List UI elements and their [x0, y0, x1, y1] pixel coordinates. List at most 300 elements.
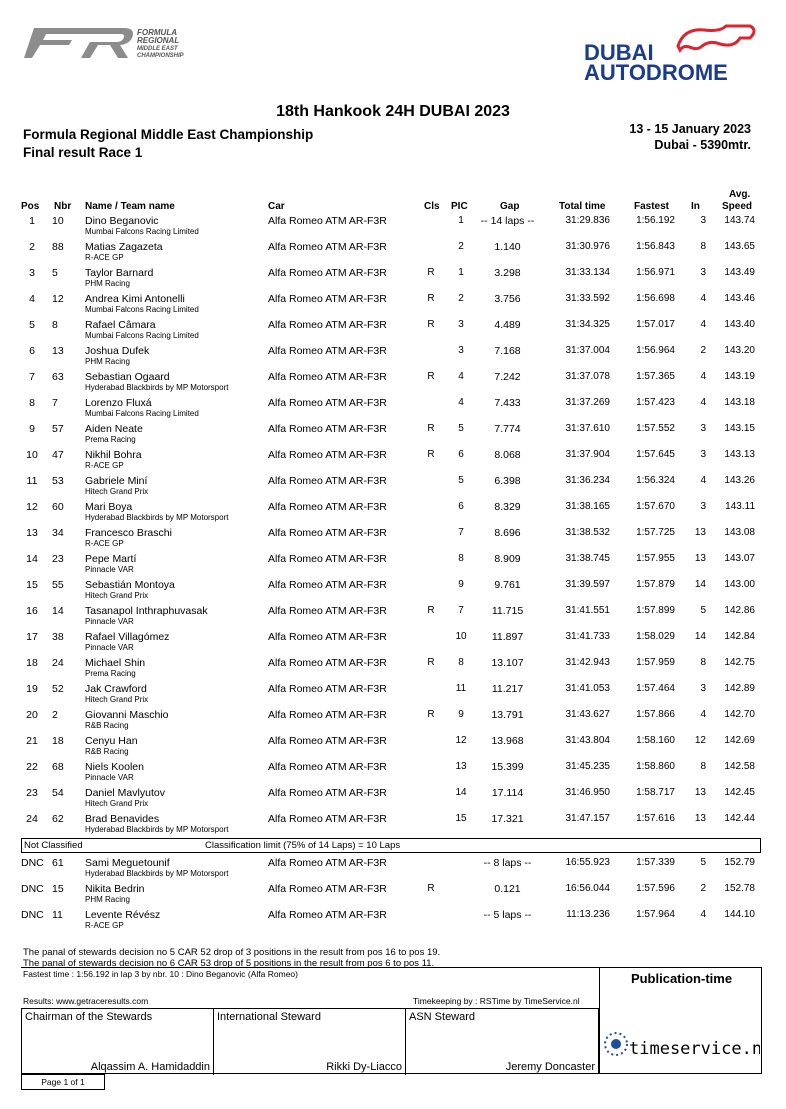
cell-nbr: 18 [52, 735, 64, 747]
cell-car: Alfa Romeo ATM AR-F3R [268, 709, 387, 721]
cell-team: Mumbai Falcons Racing Limited [85, 227, 199, 236]
col-total-time: Total time [559, 201, 606, 212]
cell-gap: 8.909 [494, 553, 521, 565]
cell-car: Alfa Romeo ATM AR-F3R [268, 605, 387, 617]
cell-name: Sebastián Montoya [85, 579, 175, 591]
cell-speed: 142.89 [724, 683, 755, 694]
cell-name: Sami Meguetounif [85, 857, 170, 869]
col-in: In [691, 201, 700, 212]
cell-team: Hyderabad Blackbirds by MP Motorsport [85, 825, 229, 834]
event-title: 18th Hankook 24H DUBAI 2023 [276, 103, 510, 120]
table-row [0, 241, 786, 267]
fastest-lap-note: Fastest time : 1:56.192 in lap 3 by nbr. 10 : Dino Beganovic (Alfa Romeo) [23, 969, 298, 979]
cell-name: Aiden Neate [85, 423, 143, 435]
cell-car: Alfa Romeo ATM AR-F3R [268, 293, 387, 305]
cell-total: 31:37.904 [565, 449, 610, 460]
publication-box [599, 967, 762, 1074]
cell-pos: 1 [29, 215, 35, 227]
cell-fastest: 1:58.717 [636, 787, 675, 798]
cell-team: Hyderabad Blackbirds by MP Motorsport [85, 513, 229, 522]
cell-gap: 8.329 [494, 501, 521, 513]
cell-name: Nikhil Bohra [85, 449, 142, 461]
cell-pos: 21 [26, 735, 38, 747]
cell-pos: 19 [26, 683, 38, 695]
cell-team: Mumbai Falcons Racing Limited [85, 409, 199, 418]
cell-pic: 4 [458, 397, 464, 408]
cell-nbr: 14 [52, 605, 64, 617]
cell-total: 31:41.551 [565, 605, 610, 616]
cell-car: Alfa Romeo ATM AR-F3R [268, 371, 387, 383]
cell-name: Giovanni Maschio [85, 709, 169, 721]
international-steward-name: Rikki Dy-Liacco [326, 1061, 402, 1073]
cell-pic: 7 [458, 605, 464, 616]
cell-speed: 142.75 [724, 657, 755, 668]
cell-in: 4 [700, 293, 706, 304]
cell-car: Alfa Romeo ATM AR-F3R [268, 449, 387, 461]
cell-in: 5 [700, 605, 706, 616]
cell-in: 3 [700, 215, 706, 226]
cell-cls: R [427, 883, 435, 894]
cell-pos: 14 [26, 553, 38, 565]
cell-pic: 13 [455, 761, 467, 772]
table-row [0, 909, 786, 935]
cell-name: Rafael Villagómez [85, 631, 170, 643]
cell-fastest: 1:56.324 [636, 475, 675, 486]
cell-pos: 6 [29, 345, 35, 357]
cell-speed: 142.84 [724, 631, 755, 642]
stewards-note-1: The panal of stewards decision no 5 CAR 52 drop of 3 positions in the result from pos 16 to pos 19. [23, 947, 441, 958]
cell-total: 31:36.234 [565, 475, 610, 486]
timekeeping-credit: Timekeeping by : RSTime by TimeService.nl [413, 996, 580, 1006]
col-car: Car [268, 201, 285, 212]
cell-nbr: 12 [52, 293, 64, 305]
cell-pos: DNC [21, 883, 44, 895]
cell-car: Alfa Romeo ATM AR-F3R [268, 787, 387, 799]
cell-total: 11:13.236 [566, 909, 610, 920]
cell-total: 31:30.976 [565, 241, 610, 252]
cell-gap: 3.756 [494, 293, 521, 305]
cell-fastest: 1:57.955 [636, 553, 675, 564]
cell-pic: 9 [458, 709, 464, 720]
not-classified-label: Not Classified [24, 840, 83, 851]
cell-pic: 8 [458, 553, 464, 564]
cell-pos: 9 [29, 423, 35, 435]
cell-team: PHM Racing [85, 357, 130, 366]
col-name: Name / Team name [85, 201, 175, 212]
fr-logo-text-1: FORMULA [137, 28, 177, 37]
cell-nbr: 7 [52, 397, 58, 409]
cell-total: 31:39.597 [565, 579, 610, 590]
cell-cls: R [427, 293, 435, 304]
cell-nbr: 23 [52, 553, 64, 565]
table-row [0, 215, 786, 241]
event-dates: 13 - 15 January 2023 [629, 122, 751, 136]
cell-name: Pepe Martí [85, 553, 137, 565]
cell-name: Cenyu Han [85, 735, 138, 747]
not-classified-bar [21, 838, 761, 853]
cell-car: Alfa Romeo ATM AR-F3R [268, 527, 387, 539]
cell-team: Hyderabad Blackbirds by MP Motorsport [85, 383, 229, 392]
table-row [0, 501, 786, 527]
cell-pos: 4 [29, 293, 35, 305]
table-row [0, 683, 786, 709]
cell-total: 31:45.235 [565, 761, 610, 772]
cell-pos: 20 [26, 709, 38, 721]
cell-gap: 11.217 [491, 683, 524, 695]
cell-pic: 2 [458, 293, 464, 304]
cell-pic: 5 [458, 423, 464, 434]
table-row [0, 527, 786, 553]
cell-team: R&B Racing [85, 747, 129, 756]
signature-cell-international [214, 1009, 406, 1075]
col-pic: PIC [451, 201, 468, 212]
cell-fastest: 1:58.160 [636, 735, 675, 746]
cell-gap: 8.068 [494, 449, 521, 461]
cell-total: 31:43.627 [565, 709, 610, 720]
cell-nbr: 88 [52, 241, 64, 253]
table-row [0, 371, 786, 397]
cell-pic: 3 [458, 345, 464, 356]
cell-gap: 17.321 [491, 813, 524, 825]
cell-nbr: 11 [52, 909, 63, 921]
cell-fastest: 1:57.423 [636, 397, 675, 408]
cell-team: Pinnacle VAR [85, 643, 134, 652]
cell-car: Alfa Romeo ATM AR-F3R [268, 735, 387, 747]
asn-steward-role: ASN Steward [409, 1011, 476, 1023]
cell-speed: 143.11 [725, 501, 755, 512]
cell-gap: 17.114 [491, 787, 524, 799]
cell-in: 13 [694, 787, 706, 798]
cell-name: Lorenzo Fluxá [85, 397, 152, 409]
table-row [0, 345, 786, 371]
cell-name: Michael Shin [85, 657, 146, 669]
cell-pos: 2 [29, 241, 35, 253]
table-row [0, 319, 786, 345]
table-row [0, 553, 786, 579]
cell-nbr: 5 [52, 267, 58, 279]
cell-pos: 23 [26, 787, 38, 799]
cell-speed: 142.70 [724, 709, 755, 720]
table-row [0, 397, 786, 423]
cell-fastest: 1:57.596 [636, 883, 675, 894]
cell-in: 2 [700, 345, 706, 356]
cell-team: R-ACE GP [85, 461, 124, 470]
cell-nbr: 54 [52, 787, 64, 799]
cell-pos: 10 [26, 449, 38, 461]
fr-logo-text-4: CHAMPIONSHIP [137, 53, 184, 59]
international-steward-role: International Steward [217, 1011, 321, 1023]
cell-fastest: 1:56.192 [636, 215, 675, 226]
fr-logo-text-3: MIDDLE EAST [137, 46, 178, 52]
cell-gap: 7.242 [494, 371, 521, 383]
cell-total: 31:46.950 [565, 787, 610, 798]
table-row [0, 735, 786, 761]
cell-cls: R [427, 371, 435, 382]
cell-gap: 7.774 [494, 423, 521, 435]
cell-pic: 1 [458, 267, 464, 278]
cell-gap: 6.398 [494, 475, 521, 487]
cell-total: 31:43.804 [565, 735, 610, 746]
cell-gap: 13.791 [491, 709, 524, 721]
cell-cls: R [427, 657, 435, 668]
cell-gap: 3.298 [494, 267, 521, 279]
cell-car: Alfa Romeo ATM AR-F3R [268, 397, 387, 409]
table-row [0, 857, 786, 883]
col-pos: Pos [21, 201, 40, 212]
cell-car: Alfa Romeo ATM AR-F3R [268, 657, 387, 669]
cell-name: Daniel Mavlyutov [85, 787, 165, 799]
cell-pic: 1 [458, 215, 464, 226]
cell-pos: 15 [26, 579, 38, 591]
cell-speed: 152.79 [724, 857, 755, 868]
cell-name: Brad Benavides [85, 813, 160, 825]
timeservice-logo-text: timeservice.nl [629, 1039, 760, 1059]
cell-total: 31:38.745 [565, 553, 610, 564]
cell-speed: 143.40 [724, 319, 755, 330]
cell-fastest: 1:58.029 [636, 631, 675, 642]
cell-pos: DNC [21, 909, 44, 921]
stewards-signature-box [21, 1008, 599, 1074]
cell-pos: 5 [29, 319, 35, 331]
dubai-logo-line2: AUTODROME [584, 60, 728, 84]
cell-speed: 143.65 [724, 241, 755, 252]
cell-in: 8 [700, 657, 706, 668]
cell-name: Nikita Bedrin [85, 883, 145, 895]
results-url: Results: www.getraceresults.com [23, 996, 149, 1006]
cell-fastest: 1:57.670 [636, 501, 675, 512]
cell-cls: R [427, 449, 435, 460]
fr-logo-text-2: REGIONAL [137, 36, 180, 45]
cell-fastest: 1:56.698 [636, 293, 675, 304]
cell-pic: 8 [458, 657, 464, 668]
cell-pic: 3 [458, 319, 464, 330]
table-row [0, 761, 786, 787]
cell-team: Hyderabad Blackbirds by MP Motorsport [85, 869, 229, 878]
cell-car: Alfa Romeo ATM AR-F3R [268, 423, 387, 435]
cell-in: 4 [700, 475, 706, 486]
result-subtitle: Final result Race 1 [23, 145, 143, 160]
cell-fastest: 1:57.645 [636, 449, 675, 460]
cell-nbr: 47 [52, 449, 64, 461]
cell-total: 16:56.044 [565, 883, 610, 894]
cell-team: Hitech Grand Prix [85, 591, 149, 600]
cell-speed: 143.20 [724, 345, 755, 356]
event-venue: Dubai - 5390mtr. [654, 138, 751, 152]
cell-gap: -- 8 laps -- [483, 857, 532, 869]
page-number: Page 1 of 1 [21, 1074, 105, 1090]
cell-pos: 17 [26, 631, 38, 643]
cell-fastest: 1:57.464 [636, 683, 675, 694]
cell-nbr: 34 [52, 527, 64, 539]
cell-speed: 143.26 [724, 475, 755, 486]
cell-nbr: 38 [52, 631, 64, 643]
col-speed: Speed [722, 201, 753, 212]
cell-in: 4 [700, 709, 706, 720]
cell-gap: 4.489 [494, 319, 521, 331]
cell-in: 3 [700, 501, 706, 512]
championship-title: Formula Regional Middle East Championship [23, 127, 314, 142]
col-gap: Gap [500, 201, 520, 212]
cell-gap: -- 14 laps -- [480, 215, 535, 227]
cell-team: Mumbai Falcons Racing Limited [85, 305, 199, 314]
dubai-logo-line1: DUBAI [584, 40, 654, 65]
cell-speed: 144.10 [724, 909, 755, 920]
cell-in: 5 [700, 857, 706, 868]
cell-car: Alfa Romeo ATM AR-F3R [268, 883, 387, 895]
cell-nbr: 10 [52, 215, 64, 227]
cell-gap: 11.897 [491, 631, 524, 643]
cell-team: R-ACE GP [85, 921, 124, 930]
cell-car: Alfa Romeo ATM AR-F3R [268, 501, 387, 513]
cell-pic: 11 [455, 683, 467, 694]
cell-car: Alfa Romeo ATM AR-F3R [268, 761, 387, 773]
cell-name: Rafael Câmara [85, 319, 156, 331]
cell-fastest: 1:57.725 [636, 527, 675, 538]
cell-speed: 142.86 [724, 605, 755, 616]
cell-pic: 5 [458, 475, 464, 486]
cell-team: Pinnacle VAR [85, 565, 134, 574]
cell-fastest: 1:58.860 [636, 761, 675, 772]
cell-team: Pinnacle VAR [85, 617, 134, 626]
signature-cell-asn [406, 1009, 598, 1075]
cell-in: 3 [700, 683, 706, 694]
cell-car: Alfa Romeo ATM AR-F3R [268, 553, 387, 565]
cell-name: Niels Koolen [85, 761, 144, 773]
cell-name: Tasanapol Inthraphuvasak [85, 605, 208, 617]
cell-pic: 2 [458, 241, 464, 252]
cell-team: Prema Racing [85, 669, 136, 678]
cell-name: Gabriele Miní [85, 475, 148, 487]
cell-in: 13 [694, 813, 706, 824]
cell-total: 31:29.836 [565, 215, 610, 226]
cell-fastest: 1:57.339 [636, 857, 675, 868]
cell-gap: -- 5 laps -- [483, 909, 532, 921]
cell-pos: 3 [29, 267, 35, 279]
cell-total: 31:37.004 [565, 345, 610, 356]
cell-cls: R [427, 319, 435, 330]
cell-name: Joshua Dufek [85, 345, 150, 357]
cell-total: 31:42.943 [565, 657, 610, 668]
table-row [0, 449, 786, 475]
cell-in: 14 [694, 579, 706, 590]
cell-nbr: 53 [52, 475, 64, 487]
cell-in: 4 [700, 319, 706, 330]
col-fastest: Fastest [634, 201, 670, 212]
col-avg: Avg. [729, 189, 751, 200]
cell-car: Alfa Romeo ATM AR-F3R [268, 475, 387, 487]
cell-speed: 143.74 [724, 215, 755, 226]
table-row [0, 605, 786, 631]
cell-pos: DNC [21, 857, 44, 869]
cell-pic: 9 [458, 579, 464, 590]
cell-pic: 12 [455, 735, 467, 746]
cell-car: Alfa Romeo ATM AR-F3R [268, 345, 387, 357]
cell-total: 16:55.923 [565, 857, 610, 868]
table-row [0, 813, 786, 839]
cell-gap: 11.715 [491, 605, 524, 617]
cell-team: Hitech Grand Prix [85, 487, 149, 496]
classification-limit: Classification limit (75% of 14 Laps) = 10 Laps [205, 840, 401, 851]
cell-gap: 7.168 [494, 345, 521, 357]
cell-pos: 16 [26, 605, 38, 617]
cell-pic: 10 [455, 631, 467, 642]
cell-total: 31:38.165 [565, 501, 610, 512]
cell-team: Mumbai Falcons Racing Limited [85, 331, 199, 340]
cell-nbr: 8 [52, 319, 58, 331]
cell-total: 31:34.325 [565, 319, 610, 330]
cell-pos: 8 [29, 397, 35, 409]
cell-team: Hitech Grand Prix [85, 695, 149, 704]
cell-in: 14 [694, 631, 706, 642]
cell-cls: R [427, 605, 435, 616]
cell-car: Alfa Romeo ATM AR-F3R [268, 909, 387, 921]
publication-time-label: Publication-time [630, 971, 733, 986]
cell-in: 3 [700, 449, 706, 460]
cell-team: R-ACE GP [85, 539, 124, 548]
cell-nbr: 52 [52, 683, 64, 695]
cell-name: Francesco Braschi [85, 527, 172, 539]
cell-nbr: 68 [52, 761, 64, 773]
cell-in: 2 [700, 883, 706, 894]
table-row [0, 883, 786, 909]
cell-car: Alfa Romeo ATM AR-F3R [268, 267, 387, 279]
cell-total: 31:33.592 [565, 293, 610, 304]
cell-in: 4 [700, 371, 706, 382]
cell-speed: 143.15 [724, 423, 755, 434]
cell-pos: 18 [26, 657, 38, 669]
stewards-note-2: The panal of stewards decision no 6 CAR 53 drop of 5 positions in the result from pos 6 to pos 11. [23, 958, 435, 969]
cell-nbr: 2 [52, 709, 58, 721]
cell-nbr: 61 [52, 857, 64, 869]
cell-speed: 143.13 [724, 449, 755, 460]
cell-in: 3 [700, 267, 706, 278]
cell-nbr: 63 [52, 371, 64, 383]
cell-speed: 143.08 [724, 527, 755, 538]
cell-in: 4 [700, 909, 706, 920]
cell-speed: 143.18 [724, 397, 755, 408]
cell-in: 3 [700, 423, 706, 434]
cell-team: R-ACE GP [85, 253, 124, 262]
table-row [0, 631, 786, 657]
cell-car: Alfa Romeo ATM AR-F3R [268, 241, 387, 253]
cell-nbr: 55 [52, 579, 64, 591]
timeservice-logo [602, 1026, 760, 1066]
cell-total: 31:37.610 [565, 423, 610, 434]
cell-gap: 7.433 [494, 397, 521, 409]
cell-name: Dino Beganovic [85, 215, 159, 227]
cell-car: Alfa Romeo ATM AR-F3R [268, 579, 387, 591]
cell-car: Alfa Romeo ATM AR-F3R [268, 857, 387, 869]
table-row [0, 579, 786, 605]
cell-fastest: 1:57.964 [636, 909, 675, 920]
cell-gap: 9.761 [494, 579, 521, 591]
table-row [0, 293, 786, 319]
cell-fastest: 1:56.843 [636, 241, 675, 252]
cell-fastest: 1:57.879 [636, 579, 675, 590]
col-cls: Cls [424, 201, 440, 212]
cell-gap: 1.140 [494, 241, 521, 253]
cell-total: 31:38.532 [565, 527, 610, 538]
cell-pic: 7 [458, 527, 464, 538]
cell-nbr: 15 [52, 883, 64, 895]
cell-pic: 15 [455, 813, 467, 824]
cell-name: Jak Crawford [85, 683, 147, 695]
cell-cls: R [427, 267, 435, 278]
cell-fastest: 1:57.017 [636, 319, 675, 330]
col-nbr: Nbr [54, 201, 72, 212]
cell-car: Alfa Romeo ATM AR-F3R [268, 215, 387, 227]
cell-pos: 22 [26, 761, 38, 773]
